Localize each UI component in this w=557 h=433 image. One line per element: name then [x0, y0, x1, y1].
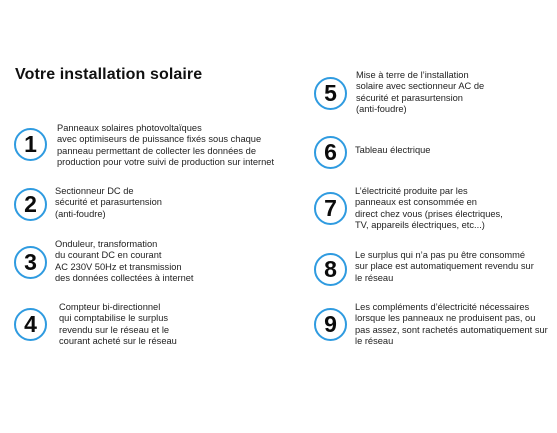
step-description-7: L’électricité produite par les panneaux est consommée en direct chez vous (prises électriques, TV, appareils électriques, etc...): [355, 186, 503, 231]
step-description-2: Sectionneur DC de sécurité et parasurtension (anti-foudre): [55, 186, 162, 219]
page-title: Votre installation solaire: [15, 66, 203, 83]
step-number-badge-1: [14, 128, 47, 161]
step-number-badge-3: [14, 246, 47, 279]
step-description-6: Tableau électrique: [355, 145, 431, 155]
step-number-4: 4: [24, 311, 37, 337]
step-number-9: 9: [324, 311, 337, 337]
step-number-badge-6: [314, 136, 347, 169]
step-description-4: Compteur bi-directionnel qui comptabilise le surplus revendu sur le réseau et le courant acheté sur le réseau: [59, 302, 177, 347]
step-number-badge-4: [14, 308, 47, 341]
step-number-3: 3: [24, 249, 37, 275]
step-number-7: 7: [324, 195, 337, 221]
step-number-badge-5: [314, 77, 347, 110]
step-number-6: 6: [324, 139, 337, 165]
step-description-8: Le surplus qui n’a pas pu être consommé sur place est automatiquement revendu sur le réseau: [355, 250, 534, 283]
step-number-badge-9: [314, 308, 347, 341]
step-description-3: Onduleur, transformation du courant DC en courant AC 230V 50Hz et transmission des données collectées à internet: [55, 239, 194, 284]
step-description-5: Mise à terre de l’installation solaire avec sectionneur AC de sécurité et parasurtension (anti-foudre): [356, 70, 485, 115]
step-description-1: Panneaux solaires photovoltaïques avec optimiseurs de puissance fixés sous chaque panneau permettant de collecter les données de production pour votre suivi de production sur internet: [57, 123, 275, 168]
step-description-9: Les compléments d’électricité nécessaires lorsque les panneaux ne produisent pas, ou pas assez, sont rachetés automatiquement sur le réseau: [355, 302, 548, 347]
step-number-5: 5: [324, 80, 337, 106]
step-number-badge-7: [314, 192, 347, 225]
step-number-8: 8: [324, 256, 337, 282]
step-number-2: 2: [24, 191, 37, 217]
step-number-badge-2: [14, 188, 47, 221]
step-number-badge-8: [314, 253, 347, 286]
step-number-1: 1: [24, 131, 37, 157]
